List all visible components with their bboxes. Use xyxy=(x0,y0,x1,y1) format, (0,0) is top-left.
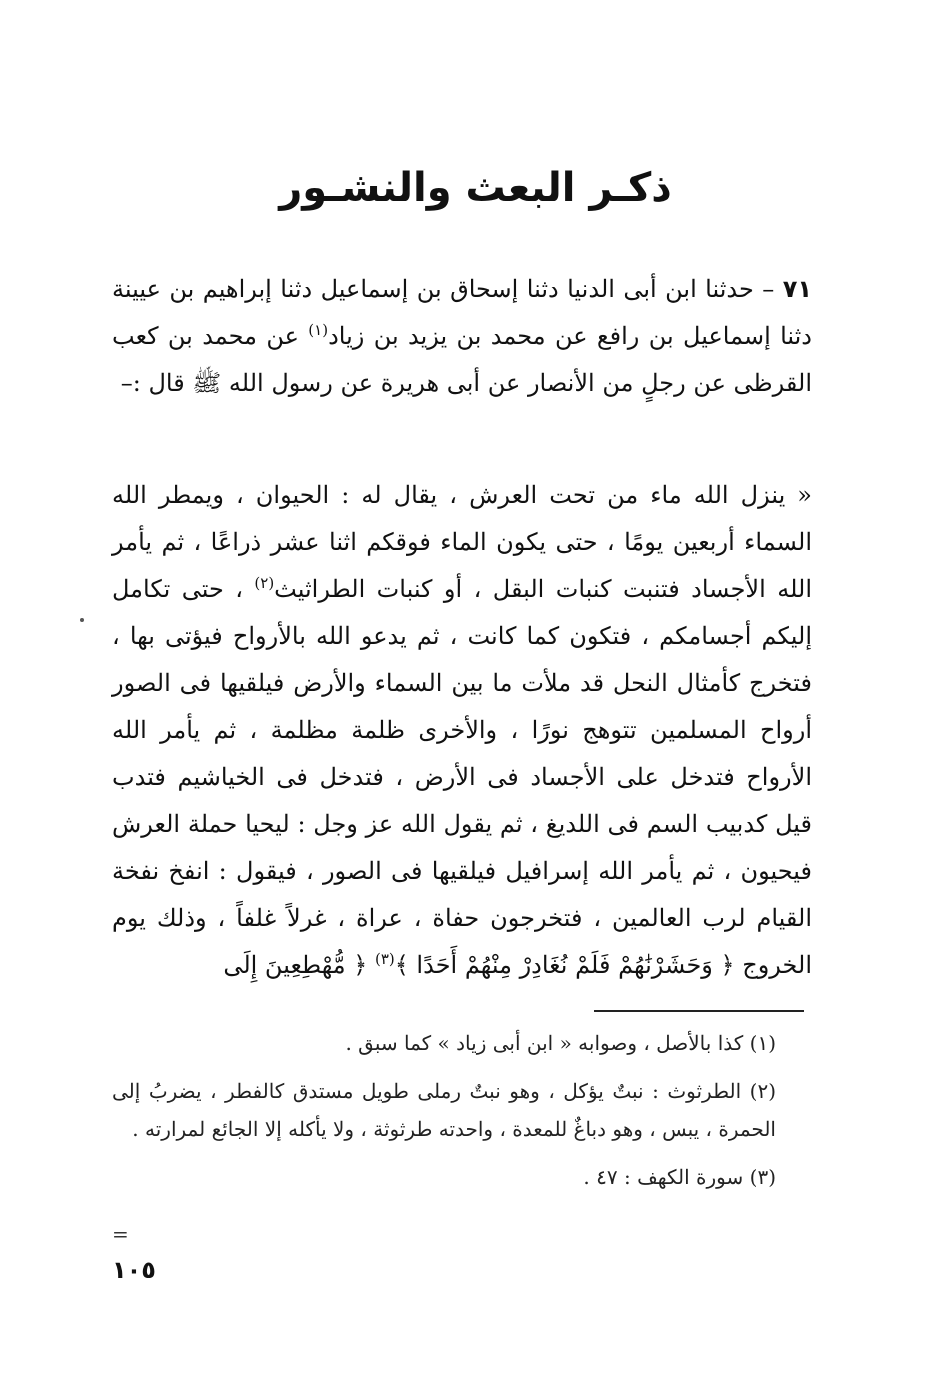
hadith-chain-paragraph xyxy=(112,266,812,407)
hadith-text-paragraph xyxy=(112,472,812,989)
hadith-number: ٧١ xyxy=(782,275,812,303)
page-number: ١٠٥ xyxy=(112,1256,156,1284)
hadith-text-part-1: « ينزل الله ماء من تحت العرش ، يقال له : الحيوان ، ويمطر الله السماء أربعين يومًا ، حتى يكون الماء فوقكم اثنا عشر ذراعًا ، ثم يأمر الله الأجساد فتنبت كنبات البقل ، أو كنبات الطراثيث xyxy=(112,481,812,603)
footnote-ref-3[interactable]: (٣) xyxy=(374,950,395,968)
footnote-ref-2[interactable]: (٢) xyxy=(254,574,275,592)
chain-text-continued: عن محمد بن كعب القرظى عن رجلٍ من الأنصار عن أبى هريرة عن رسول الله ﷺ قال :– xyxy=(112,322,812,397)
footnote-divider xyxy=(594,1010,804,1012)
footnote-2: (٢) الطرثوث : نبتٌ يؤكل ، وهو نبتٌ رملى طويل مستدق كالفطر ، يضربُ إلى الحمرة ، يبس ، وهو دباغٌ للمعدة ، واحدته طرثوثة ، ولا يأكله إلا الجائع لمرارته . xyxy=(112,1079,776,1141)
continuation-mark: = xyxy=(112,1222,129,1246)
hadith-text-part-2: ، حتى تكامل إليكم أجسامكم ، فتكون كما كانت ، ثم يدعو الله بالأرواح فيؤتى بها ، فتخرج كأمثال النحل قد ملأت ما بين السماء والأرض فيلقيها فى الصور أرواح المسلمين تتوهج نورًا ، والأخرى ظلمة مظلمة ، ثم يأمر الله الأرواح فتدخل على الأجساد فى الأرض ، فتدخل فى الخياشيم فتدب قيل كدبيب السم فى اللديغ ، ثم يقول الله عز وجل : ليحيا حملة العرش فيحيون ، ثم يأمر الله إسرافيل فيلقيها فى الصور ، فيقول : انفخ نفخة القيام لرب العالمين ، فتخرجون حفاة ، عراة ، غرلاً غلفاً ، وذلك يوم الخروج ﴿ وَحَشَرْنَٰهُمْ فَلَمْ نُغَادِرْ مِنْهُمْ أَحَدًا ﴾ xyxy=(112,575,813,979)
footnotes-section xyxy=(112,1024,812,1196)
chapter-title: ذكـر البعث والنشـور xyxy=(279,165,672,211)
chain-text: – حدثنا ابن أبى الدنيا دثنا إسحاق بن إسماعيل دثنا إبراهيم بن عيينة دثنا إسماعيل بن رافع عن محمد بن يزيد بن زياد xyxy=(112,275,812,350)
scan-speck xyxy=(80,618,84,622)
footnote-1: (١) كذا بالأصل ، وصوابه « ابن أبى زياد » كما سبق . xyxy=(345,1031,776,1055)
footnote-ref-1[interactable]: (١) xyxy=(308,321,329,339)
hadith-text-part-3: ﴿ مُّهْطِعِينَ إِلَى xyxy=(223,951,375,979)
footnote-3: (٣) سورة الكهف : ٤٧ . xyxy=(583,1165,776,1189)
